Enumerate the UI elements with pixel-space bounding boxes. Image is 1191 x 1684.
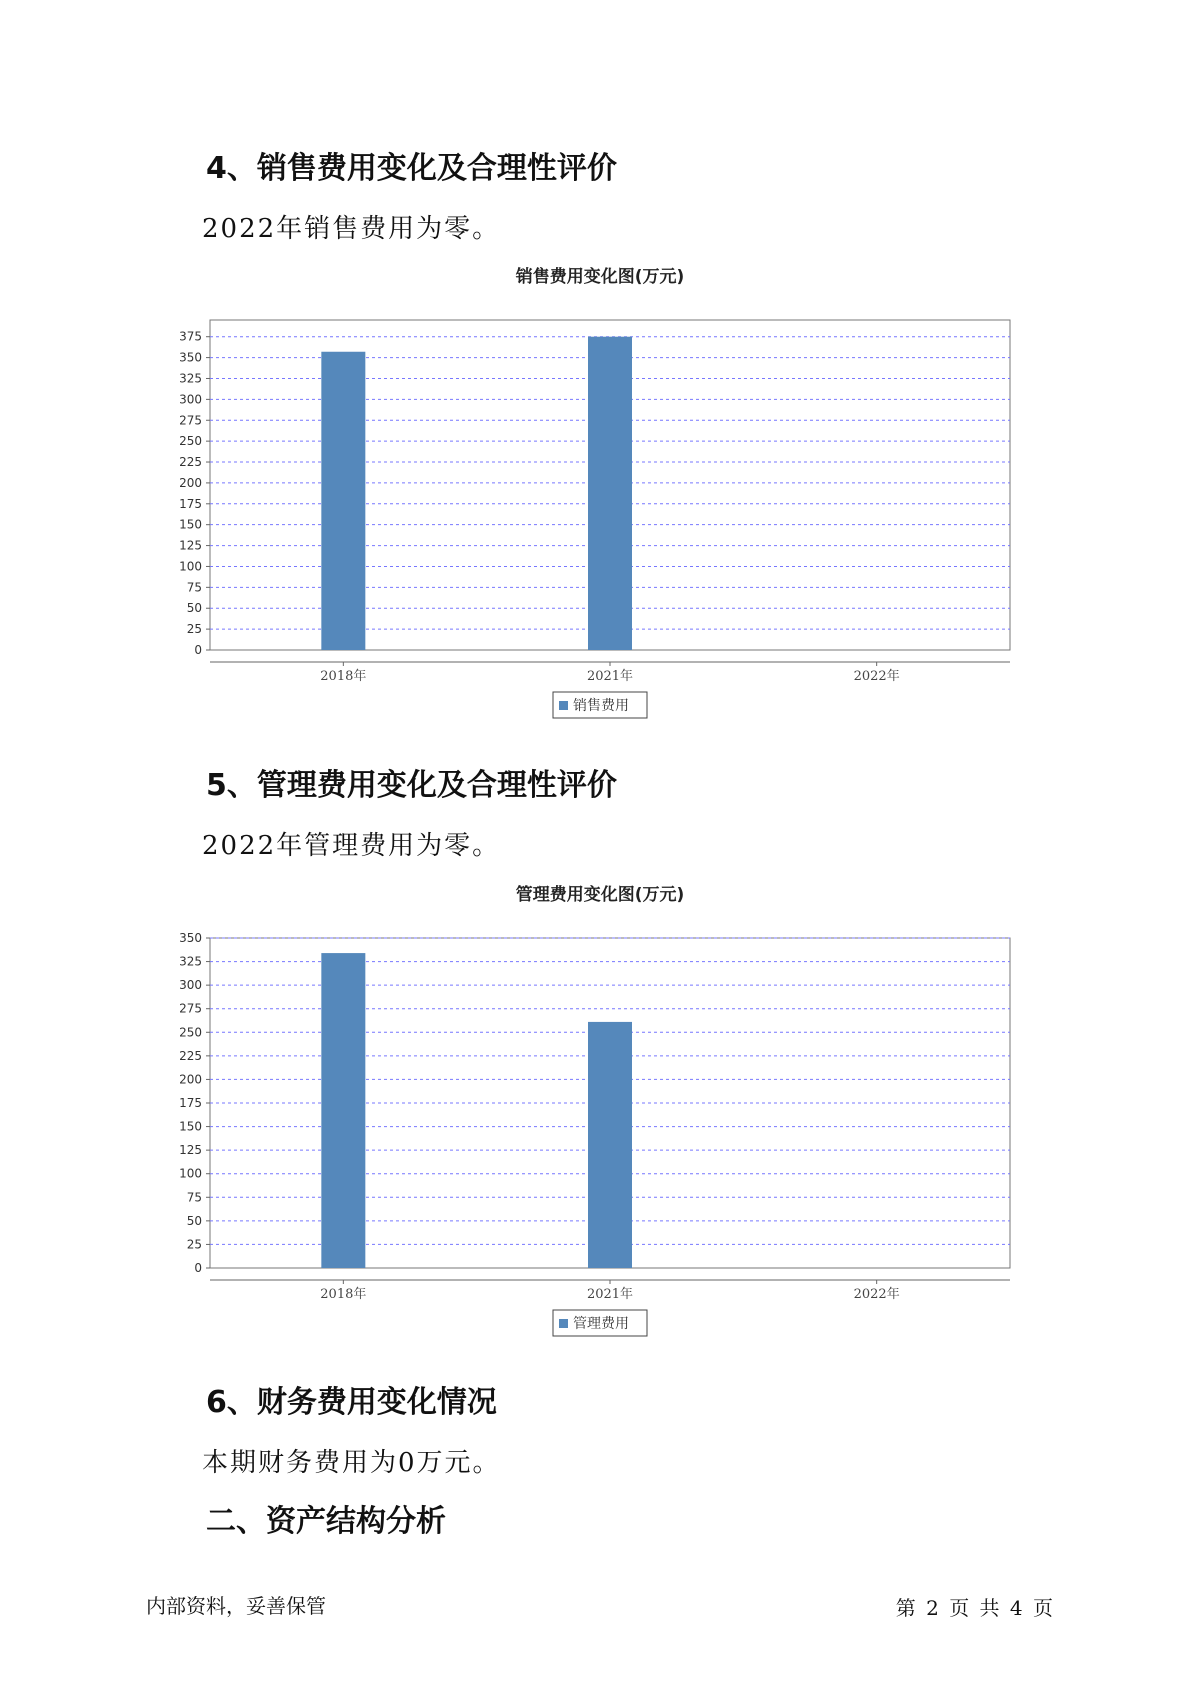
y-tick-label: 175 [179, 1096, 202, 1110]
y-tick-label: 375 [179, 329, 202, 344]
bar [321, 953, 365, 1268]
y-tick-label: 200 [179, 1072, 202, 1087]
y-tick-label: 325 [179, 954, 202, 969]
y-tick-label: 125 [179, 538, 202, 553]
section-heading-asset-structure: 二、资产结构分析 [206, 1504, 446, 1539]
legend [553, 692, 647, 718]
y-tick-label: 225 [179, 455, 202, 470]
section-heading-sales-expense: 4、销售费用变化及合理性评价 [206, 151, 617, 186]
y-tick-label: 350 [179, 350, 202, 365]
x-tick-label: 2021年 [586, 1287, 634, 1302]
y-tick-label: 200 [179, 475, 202, 490]
section-heading-finance-expense: 6、财务费用变化情况 [206, 1385, 497, 1420]
bar [321, 352, 365, 650]
chart-title: 销售费用变化图(万元) [515, 267, 685, 287]
footer-page-number: 第 2 页 共 4 页 [895, 1596, 1053, 1620]
y-tick-label: 275 [179, 413, 202, 428]
x-tick-label: 2018年 [320, 1287, 367, 1302]
legend-swatch [559, 701, 568, 710]
x-tick-label: 2021年 [586, 669, 634, 684]
y-tick-label: 125 [179, 1143, 202, 1158]
legend-swatch [559, 1319, 568, 1328]
y-tick-label: 150 [179, 517, 202, 532]
bar [588, 337, 632, 650]
bar [588, 1022, 632, 1268]
x-tick-label: 2022年 [853, 1287, 900, 1302]
footer-confidential-note: 内部资料，妥善保管 [146, 1594, 326, 1618]
y-tick-label: 50 [186, 601, 202, 616]
y-tick-label: 300 [179, 392, 202, 407]
finance-expense-paragraph: 本期财务费用为0万元。 [202, 1448, 501, 1478]
y-tick-label: 75 [186, 580, 202, 595]
admin-expense-chart [160, 876, 1040, 1332]
y-tick-label: 150 [179, 1119, 202, 1134]
chart-title: 管理费用变化图(万元) [515, 885, 685, 905]
section-heading-admin-expense: 5、管理费用变化及合理性评价 [206, 768, 617, 803]
y-tick-label: 225 [179, 1048, 202, 1063]
y-tick-label: 50 [186, 1213, 202, 1228]
y-tick-label: 275 [179, 1001, 202, 1016]
sales-expense-paragraph: 2022年销售费用为零。 [202, 214, 501, 244]
y-tick-label: 300 [179, 978, 202, 993]
sales-expense-chart [160, 258, 1040, 714]
x-tick-label: 2022年 [853, 669, 900, 684]
x-tick-label: 2018年 [320, 669, 367, 684]
admin-expense-paragraph: 2022年管理费用为零。 [202, 831, 501, 861]
y-tick-label: 100 [179, 559, 202, 574]
y-tick-label: 25 [186, 622, 202, 637]
y-tick-label: 0 [194, 1261, 202, 1275]
y-tick-label: 250 [179, 434, 202, 449]
y-tick-label: 325 [179, 371, 202, 386]
y-tick-label: 350 [179, 931, 202, 945]
legend-label: 销售费用 [573, 698, 629, 714]
legend [553, 1310, 647, 1336]
y-tick-label: 0 [194, 643, 202, 657]
y-tick-label: 100 [179, 1166, 202, 1181]
y-tick-label: 25 [186, 1237, 202, 1252]
y-tick-label: 75 [186, 1190, 202, 1205]
legend-label: 管理费用 [573, 1316, 629, 1332]
y-tick-label: 175 [179, 496, 202, 511]
y-tick-label: 250 [179, 1025, 202, 1040]
